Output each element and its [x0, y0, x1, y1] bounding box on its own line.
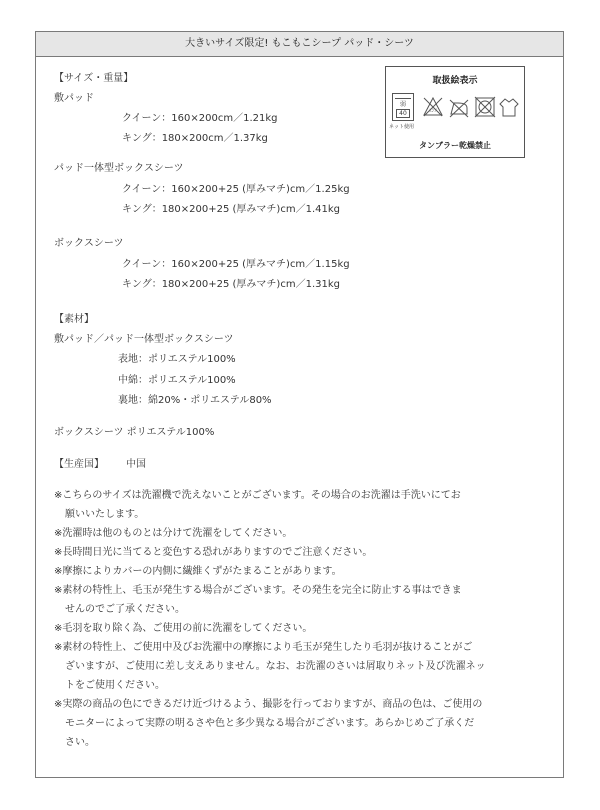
care-icons: [389, 93, 520, 131]
note-item: ※毛羽を取り除く為、ご使用の前に洗濯をしてください。: [54, 623, 313, 634]
material-middle: 中綿：ポリエステル100%: [118, 375, 236, 386]
note-item: ※こちらのサイズは洗濯機で洗えないことがございます。その場合のお洗濯は手洗いにてお 願いいたします。: [54, 490, 461, 520]
care-label-footer: タンブラー乾燥禁止: [419, 141, 491, 150]
note-item: ※実際の商品の色にできるだけ近づけるよう、撮影を行っておりますが、商品の色は、ご使用の モニターによって実際の明るさや色と多少異なる場合がございます。あらかじめご了承くだ さい。: [54, 699, 483, 748]
note-item: ※洗濯時は他のものとは分けて洗濯をしてください。: [54, 528, 293, 539]
box-queen: クイーン：160×200+25 (厚みマチ)cm／1.15kg: [122, 259, 350, 270]
padbox-king: キング：180×200+25 (厚みマチ)cm／1.41kg: [122, 204, 340, 215]
wash-temp: 40: [396, 109, 410, 118]
note-item: ※摩擦によりカバーの内側に繊維くずがたまることがあります。: [54, 566, 342, 577]
material-heading: 【素材】: [54, 314, 94, 325]
wash-mark: 弱: [399, 101, 406, 108]
care-label-box: [385, 66, 525, 158]
material-back: 裏地：綿20%・ポリエステル80%: [118, 395, 272, 406]
box-king: キング：180×200+25 (厚みマチ)cm／1.31kg: [122, 279, 340, 290]
padbox-label: パッド一体型ボックスシーツ: [54, 163, 184, 174]
no-tumble-dry-icon: [474, 95, 496, 119]
wash-40-weak-icon: [389, 93, 415, 130]
note-item: ※素材の特性上、ご使用中及びお洗濯中の摩擦により毛玉が発生したり毛羽が抜けることがご ざいますが、ご使用に差し支えありません。なお、お洗濯のさいは屑取りネット及び洗濯ネッ トをご使用ください。: [54, 642, 486, 691]
origin-value: 中国: [126, 459, 146, 470]
material-box: ボックスシーツ ポリエステル100%: [54, 427, 215, 438]
material-label: 敷パッド／パッド一体型ボックスシーツ: [54, 334, 234, 345]
net-note: ネット使用: [389, 124, 415, 130]
note-item: ※長時間日光に当てると変色する恐れがありますのでご注意ください。: [54, 547, 373, 558]
no-bleach-icon: [422, 95, 444, 119]
origin-heading: 【生産国】: [54, 459, 104, 470]
box-label: ボックスシーツ: [54, 238, 124, 249]
sheet-title: 大きいサイズ限定! もこもこシープ パッド・シーツ: [36, 32, 563, 57]
padbox-queen: クイーン：160×200+25 (厚みマチ)cm／1.25kg: [122, 184, 350, 195]
pad-king: キング：180×200cm／1.37kg: [122, 133, 268, 144]
size-heading: 【サイズ・重量】: [54, 73, 134, 84]
hang-dry-icon: [498, 95, 520, 119]
note-item: ※素材の特性上、毛玉が発生する場合がございます。その発生を完全に防止する事はできま せんのでご了承ください。: [54, 585, 462, 615]
no-iron-icon: [448, 95, 470, 119]
material-front: 表地：ポリエステル100%: [118, 354, 236, 365]
pad-label: 敷パッド: [54, 93, 94, 104]
svg-text:ｴﾝｿ: ｴﾝｿ: [429, 108, 437, 114]
product-spec-sheet: [35, 31, 564, 778]
care-label-title: 取扱絵表示: [432, 76, 478, 86]
pad-queen: クイーン：160×200cm／1.21kg: [122, 113, 278, 124]
